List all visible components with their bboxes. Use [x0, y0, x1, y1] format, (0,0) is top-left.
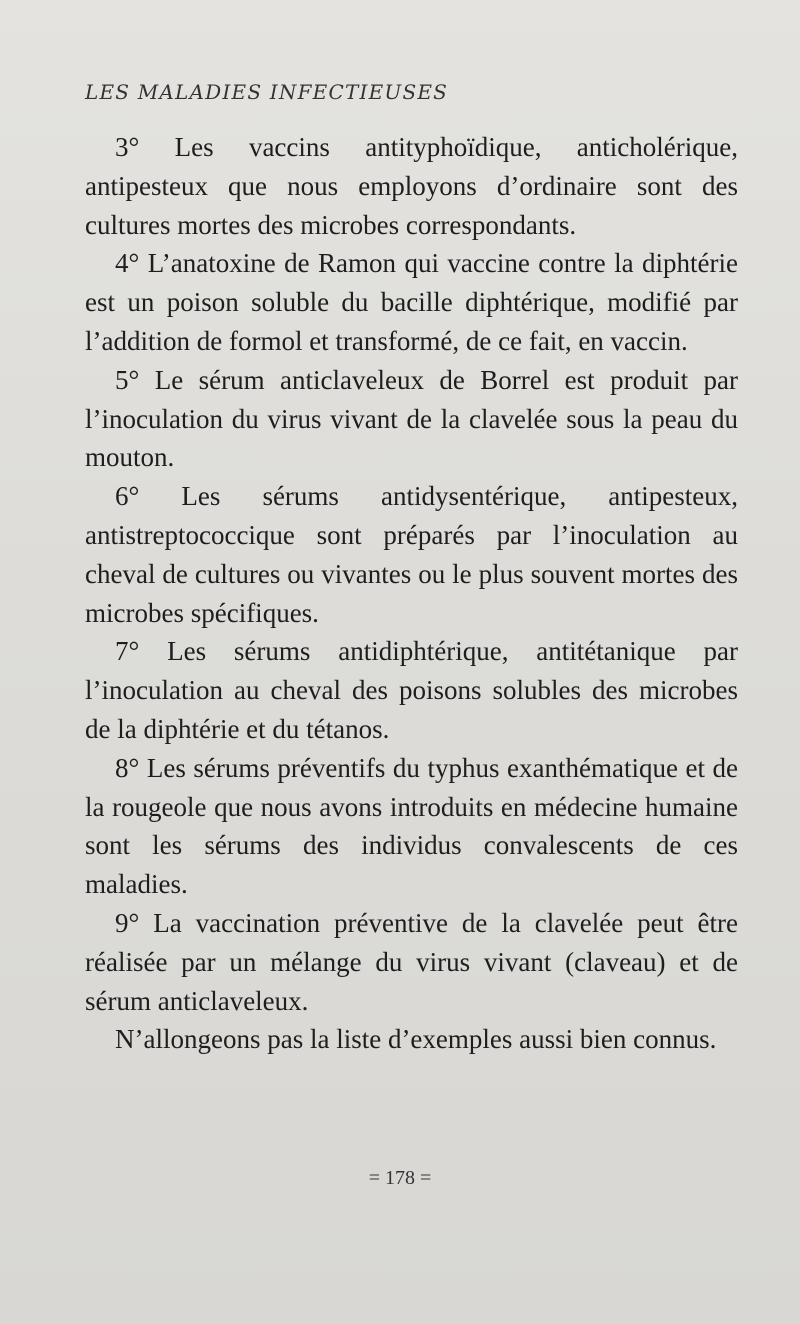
paragraph: 5° Le sérum anticlaveleux de Borrel est produit par l’inoculation du virus vivant de la clavelée sous la peau du mouton.	[85, 364, 738, 473]
paragraph: 9° La vaccination préventive de la clavelée peut être réalisée par un mélange du virus vivant (claveau) et de sérum anticlaveleux.	[85, 907, 738, 1016]
paragraph: 8° Les sérums préventifs du typhus exanthématique et de la rougeole que nous avons introduits en médecine humaine sont les sérums des individus convalescents de ces maladies.	[85, 752, 738, 900]
paragraph: 6° Les sérums antidysentérique, antipesteux, antistreptococcique sont préparés par l’inoculation au cheval de cultures ou vivantes ou le plus souvent mortes des microbes spécifiques.	[85, 481, 738, 628]
paragraph: 4° L’anatoxine de Ramon qui vaccine contre la diphtérie est un poison soluble du bacille diphtérique, modifié par l’addition de formol et transformé, de ce fait, en vaccin.	[85, 248, 738, 356]
page-number: = 178 =	[368, 1167, 432, 1189]
running-head: LES MALADIES INFECTIEUSES	[85, 80, 449, 104]
paragraph: 7° Les sérums antidiphtérique, antitétanique par l’inoculation au cheval des poisons solubles des microbes de la diphtérie et du tétanos.	[85, 636, 738, 744]
paragraph: 3° Les vaccins antityphoïdique, anticholérique, antipesteux que nous employons d’ordinaire sont des cultures mortes des microbes correspondants.	[85, 132, 738, 240]
paragraph: N’allongeons pas la liste d’exemples aussi bien connus.	[115, 1024, 717, 1055]
body-text	[85, 128, 738, 1059]
